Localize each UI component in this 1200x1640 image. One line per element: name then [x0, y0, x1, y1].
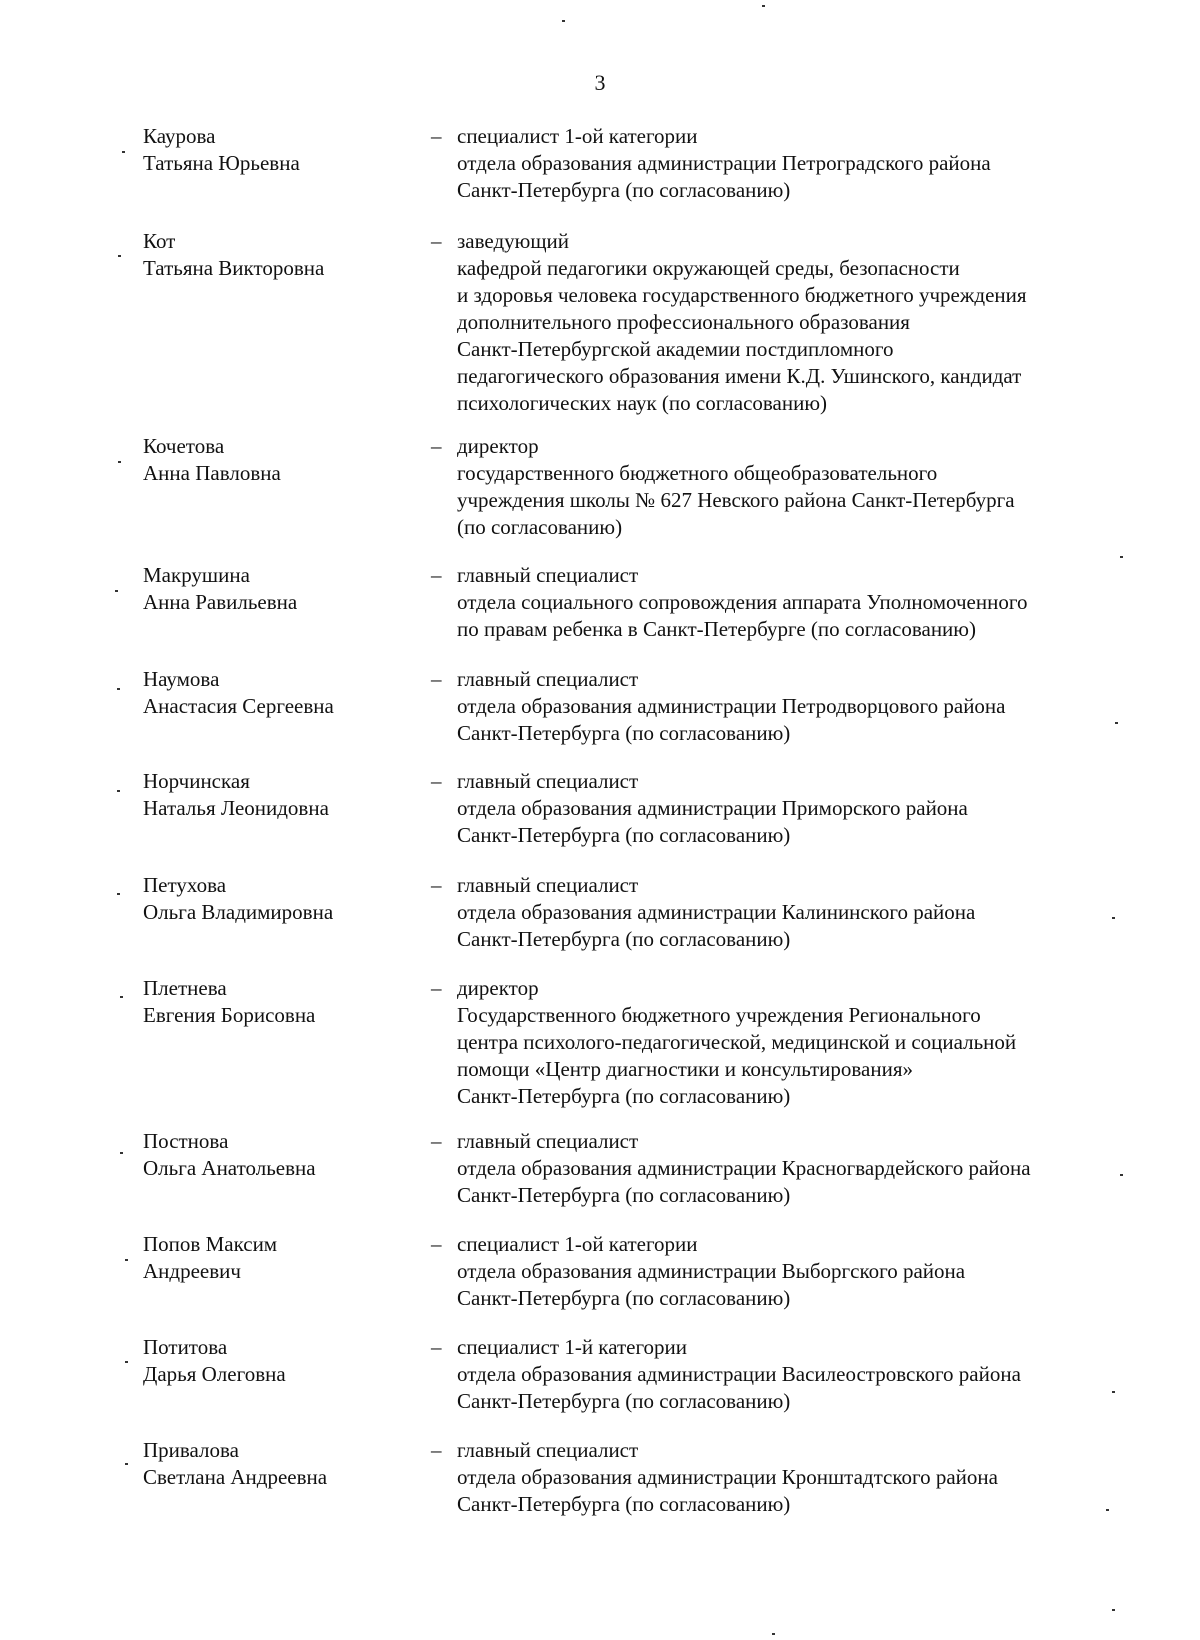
position-line: помощи «Центр диагностики и консультирования»: [457, 1057, 913, 1081]
person-name-line: Дарья Олеговна: [143, 1362, 286, 1386]
person-name: [143, 1437, 403, 1491]
dash-separator: –: [431, 667, 442, 691]
scan-speck: [120, 1152, 123, 1154]
position-line: дополнительного профессионального образования: [457, 310, 910, 334]
position-line: Санкт-Петербурга (по согласованию): [457, 1084, 791, 1108]
position-line: Санкт-Петербурга (по согласованию): [457, 823, 791, 847]
scan-speck: [120, 996, 123, 998]
person-name-line: Ольга Анатольевна: [143, 1156, 316, 1180]
person-name-line: Анна Равильевна: [143, 590, 298, 614]
person-name-line: Ольга Владимировна: [143, 900, 334, 924]
person-name-line: Андреевич: [143, 1259, 241, 1283]
scan-speck: [562, 20, 565, 22]
position-description: [457, 768, 1157, 849]
position-line: и здоровья человека государственного бюджетного учреждения: [457, 283, 1027, 307]
position-line: Санкт-Петербурга (по согласованию): [457, 927, 791, 951]
person-name: [143, 562, 403, 616]
person-name-line: Постнова: [143, 1129, 229, 1153]
person-name: [143, 1128, 403, 1182]
position-description: [457, 433, 1157, 541]
scan-speck: [1112, 1609, 1115, 1611]
person-name-line: Кот: [143, 229, 176, 253]
person-name: [143, 768, 403, 822]
position-line: Санкт-Петербурга (по согласованию): [457, 178, 791, 202]
person-name-line: Наумова: [143, 667, 220, 691]
scan-speck: [125, 1361, 128, 1363]
person-name-line: Попов Максим: [143, 1232, 278, 1256]
position-line: специалист 1-ой категории: [457, 1232, 698, 1256]
position-description: [457, 872, 1157, 953]
position-line: главный специалист: [457, 563, 639, 587]
person-name: [143, 1231, 403, 1285]
position-line: директор: [457, 976, 539, 1000]
person-name-line: Светлана Андреевна: [143, 1465, 328, 1489]
position-description: [457, 1128, 1157, 1209]
dash-separator: –: [431, 873, 442, 897]
person-name-line: Петухова: [143, 873, 227, 897]
position-line: отдела образования администрации Красногвардейского района: [457, 1156, 1031, 1180]
position-description: [457, 123, 1157, 204]
position-line: государственного бюджетного общеобразовательного: [457, 461, 938, 485]
scan-speck: [1120, 556, 1123, 558]
page-number: 3: [594, 70, 606, 95]
dash-separator: –: [431, 434, 442, 458]
position-line: Санкт-Петербурга (по согласованию): [457, 1183, 791, 1207]
person-name-line: Норчинская: [143, 769, 250, 793]
position-description: [457, 666, 1157, 747]
position-line: отдела образования администрации Калининского района: [457, 900, 976, 924]
position-line: (по согласованию): [457, 515, 623, 539]
scan-speck: [125, 1463, 128, 1465]
position-line: специалист 1-ой категории: [457, 124, 698, 148]
scan-speck: [118, 255, 121, 257]
position-line: центра психолого-педагогической, медицинской и социальной: [457, 1030, 1017, 1054]
person-name: [143, 123, 403, 177]
position-line: Санкт-Петербургской академии постдипломного: [457, 337, 894, 361]
scan-speck: [1120, 1174, 1123, 1176]
scan-speck: [772, 1633, 775, 1635]
position-line: главный специалист: [457, 873, 639, 897]
position-line: отдела образования администрации Приморского района: [457, 796, 968, 820]
scan-speck: [125, 1259, 128, 1261]
position-line: директор: [457, 434, 539, 458]
person-name: [143, 433, 403, 487]
dash-separator: –: [431, 769, 442, 793]
scan-speck: [117, 688, 120, 690]
scan-speck: [1112, 1391, 1115, 1393]
scan-speck: [1106, 1509, 1109, 1511]
person-name-line: Кочетова: [143, 434, 225, 458]
person-name-line: Привалова: [143, 1438, 239, 1462]
person-name-line: Анна Павловна: [143, 461, 281, 485]
scan-speck: [122, 151, 125, 153]
person-name-line: Потитова: [143, 1335, 228, 1359]
scan-speck: [117, 893, 120, 895]
position-line: педагогического образования имени К.Д. Ушинского, кандидат: [457, 364, 1022, 388]
position-line: учреждения школы № 627 Невского района Санкт-Петербурга: [457, 488, 1015, 512]
person-name: [143, 228, 403, 282]
person-name-line: Татьяна Викторовна: [143, 256, 325, 280]
position-line: психологических наук (по согласованию): [457, 391, 828, 415]
position-line: отдела образования администрации Петродворцового района: [457, 694, 1006, 718]
dash-separator: –: [431, 1232, 442, 1256]
position-line: Санкт-Петербурга (по согласованию): [457, 721, 791, 745]
scan-speck: [762, 5, 765, 7]
position-line: главный специалист: [457, 1129, 639, 1153]
position-description: [457, 1334, 1157, 1415]
position-line: отдела образования администрации Выборгского района: [457, 1259, 966, 1283]
dash-separator: –: [431, 1129, 442, 1153]
person-name-line: Анастасия Сергеевна: [143, 694, 334, 718]
person-name-line: Евгения Борисовна: [143, 1003, 316, 1027]
dash-separator: –: [431, 1335, 442, 1359]
dash-separator: –: [431, 229, 442, 253]
dash-separator: –: [431, 563, 442, 587]
dash-separator: –: [431, 976, 442, 1000]
position-line: Санкт-Петербурга (по согласованию): [457, 1389, 791, 1413]
position-description: [457, 228, 1157, 417]
scan-speck: [1115, 722, 1118, 724]
position-line: кафедрой педагогики окружающей среды, безопасности: [457, 256, 960, 280]
person-name-line: Плетнева: [143, 976, 227, 1000]
position-line: Государственного бюджетного учреждения Регионального: [457, 1003, 981, 1027]
position-line: отдела образования администрации Василеостровского района: [457, 1362, 1021, 1386]
position-line: отдела социального сопровождения аппарата Уполномоченного: [457, 590, 1028, 614]
person-name-line: Татьяна Юрьевна: [143, 151, 300, 175]
scan-speck: [118, 461, 121, 463]
position-line: специалист 1-й категории: [457, 1335, 688, 1359]
person-name-line: Макрушина: [143, 563, 250, 587]
position-description: [457, 975, 1157, 1110]
position-line: отдела образования администрации Петроградского района: [457, 151, 991, 175]
position-description: [457, 1231, 1157, 1312]
dash-separator: –: [431, 124, 442, 148]
dash-separator: –: [431, 1438, 442, 1462]
scan-speck: [1112, 917, 1115, 919]
position-line: Санкт-Петербурга (по согласованию): [457, 1492, 791, 1516]
person-name: [143, 872, 403, 926]
person-name: [143, 666, 403, 720]
person-name-line: Наталья Леонидовна: [143, 796, 329, 820]
position-line: главный специалист: [457, 667, 639, 691]
position-line: Санкт-Петербурга (по согласованию): [457, 1286, 791, 1310]
position-line: главный специалист: [457, 1438, 639, 1462]
position-line: отдела образования администрации Кронштадтского района: [457, 1465, 998, 1489]
person-name-line: Каурова: [143, 124, 216, 148]
person-name: [143, 975, 403, 1029]
position-line: заведующий: [457, 229, 569, 253]
person-name: [143, 1334, 403, 1388]
position-description: [457, 1437, 1157, 1518]
scan-speck: [117, 790, 120, 792]
position-line: по правам ребенка в Санкт-Петербурге (по согласованию): [457, 617, 976, 641]
position-line: главный специалист: [457, 769, 639, 793]
position-description: [457, 562, 1157, 643]
scan-speck: [115, 590, 118, 592]
